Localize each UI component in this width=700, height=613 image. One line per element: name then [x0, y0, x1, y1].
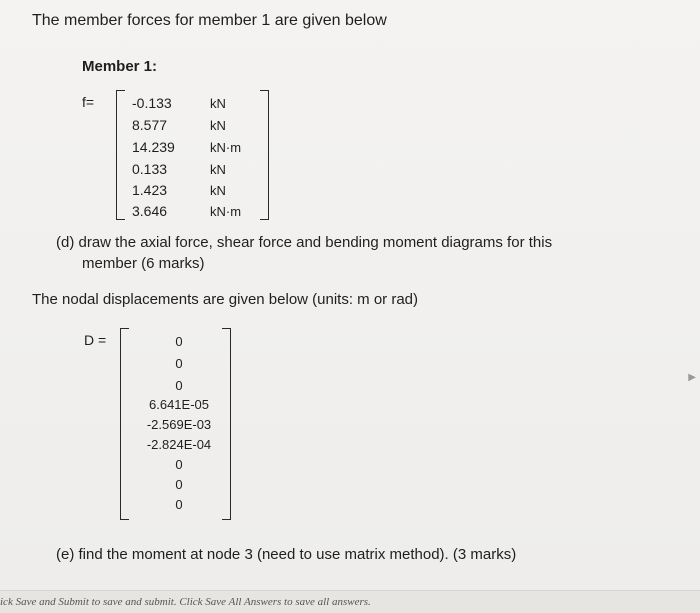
- force-unit: kN: [210, 162, 226, 177]
- footer-instructions: ick Save and Submit to save and submit. Click Save All Answers to save all answers.: [0, 596, 371, 608]
- force-value: 3.646: [132, 203, 168, 219]
- displacement-value: 6.641E-05: [149, 397, 209, 412]
- displacement-value: 0: [175, 356, 183, 371]
- f-vector-label: f=: [82, 94, 95, 110]
- question-d: [56, 232, 686, 274]
- nodal-displacements-heading: The nodal displacements are given below (units: m or rad): [32, 291, 419, 308]
- question-d-line2: member (6 marks): [82, 255, 205, 272]
- displacement-value: 0: [175, 497, 183, 512]
- f-matrix-right-bracket: [260, 90, 269, 220]
- member-forces-heading: The member forces for member 1 are given below: [32, 12, 387, 29]
- displacement-value: 0: [175, 334, 183, 349]
- displacement-value: 0: [175, 457, 183, 472]
- force-value: 0.133: [132, 161, 168, 177]
- force-unit: kN·m: [210, 140, 242, 155]
- displacement-value: 0: [175, 477, 183, 492]
- member-label: Member 1:: [82, 58, 158, 75]
- d-vector-label: D =: [84, 332, 107, 348]
- force-unit: kN: [210, 118, 226, 133]
- force-unit: kN: [210, 183, 226, 198]
- footer-bar: [0, 590, 700, 613]
- force-value: 14.239: [132, 139, 175, 155]
- force-value: 1.423: [132, 182, 168, 198]
- question-d-line1: (d) draw the axial force, shear force and bending moment diagrams for this: [56, 234, 553, 251]
- displacement-value: 0: [175, 378, 183, 393]
- force-unit: kN: [210, 96, 226, 111]
- question-e: (e) find the moment at node 3 (need to use matrix method). (3 marks): [56, 546, 517, 563]
- force-value: -0.133: [132, 95, 172, 111]
- displacement-value: -2.824E-04: [146, 437, 212, 452]
- chevron-right-icon: ▶: [688, 372, 696, 383]
- force-value: 8.577: [132, 117, 168, 133]
- displacement-value: -2.569E-03: [146, 417, 212, 432]
- force-unit: kN·m: [210, 204, 242, 219]
- f-matrix-left-bracket: [116, 90, 125, 220]
